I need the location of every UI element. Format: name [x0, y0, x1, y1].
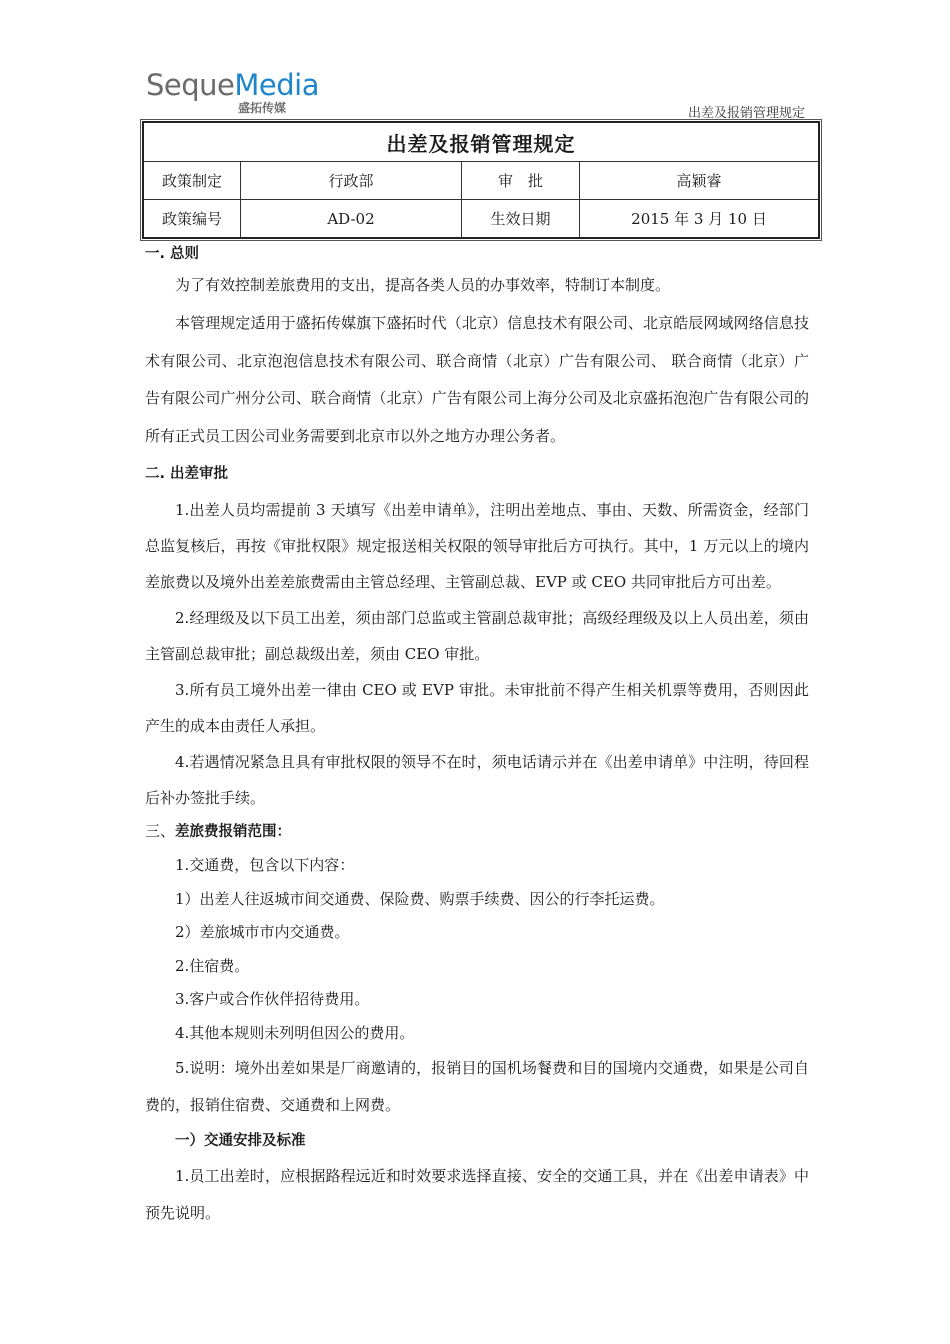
approver-value: 高颖睿: [580, 162, 820, 200]
section-3-item-1b: 2）差旅城市市内交通费。: [175, 923, 350, 941]
section-2-item-4: 4.若遇情况紧急且具有审批权限的领导不在时，须电话请示并在《出差申请单》中注明，待回程后补办签批手续。: [145, 753, 809, 807]
approver-label: 审 批: [462, 162, 580, 200]
policy-owner-label: 政策制定: [143, 162, 241, 200]
document-title: 出差及报销管理规定: [143, 122, 819, 162]
policy-owner-value: 行政部: [241, 162, 462, 200]
running-header: 出差及报销管理规定: [687, 106, 805, 121]
effective-date-value: 2015 年 3 月 10 日: [580, 200, 820, 239]
section-3-item-1a: 1）出差人往返城市间交通费、保险费、购票手续费、因公的行李托运费。: [175, 889, 665, 908]
logo-subtitle: 盛拓传媒: [238, 101, 287, 115]
policy-number-label: 政策编号: [143, 200, 241, 239]
section-2-item-1: 1.出差人员均需提前 3 天填写《出差申请单》，注明出差地点、事由、天数、所需资金，经部门总监复核后，再按《审批权限》规定报送相关权限的领导审批后方可执行。其中，1 万元以上的境内差旅费以及境外出差差旅费需由主管总经理、主管副总裁、EVP 或 CEO 共同审批后方可出差。: [145, 501, 809, 591]
document-body: [145, 243, 809, 1232]
section-3-heading: 三、差旅费报销范围：: [145, 822, 292, 840]
subsection-transport-item-1: 1.员工出差时，应根据路程远近和时效要求选择直接、安全的交通工具，并在《出差申请表》中预先说明。: [145, 1167, 809, 1222]
company-logo: [146, 70, 319, 116]
policy-info-table: [142, 121, 820, 239]
section-1-para-2: 本管理规定适用于盛拓传媒旗下盛拓时代（北京）信息技术有限公司、北京皓辰网域网络信息技术有限公司、北京泡泡信息技术有限公司、联合商情（北京）广告有限公司、 联合商情（北京）广告有限公司广州分公司、联合商情（北京）广告有限公司上海分公司及北京盛拓泡泡广告有限公司的所有正式员工因公司业务需要到北京市以外之地方办理公务者。: [145, 314, 809, 445]
section-1-para-1: 为了有效控制差旅费用的支出，提高各类人员的办事效率，特制订本制度。: [175, 276, 671, 294]
policy-number-value: AD-02: [241, 200, 462, 239]
section-2-heading: 二. 出差审批: [145, 466, 229, 482]
section-3-item-1: 1.交通费，包含以下内容：: [175, 856, 355, 874]
subsection-transport-heading: 一）交通安排及标准: [175, 1133, 306, 1149]
effective-date-label: 生效日期: [462, 200, 580, 239]
section-3-item-3: 3.客户或合作伙伴招待费用。: [175, 990, 370, 1008]
section-3-item-2: 2.住宿费。: [175, 956, 250, 975]
section-2-item-3: 3.所有员工境外出差一律由 CEO 或 EVP 审批。未审批前不得产生相关机票等费用，否则因此产生的成本由责任人承担。: [145, 681, 809, 735]
logo-wordmark: SequeMedia: [146, 68, 319, 102]
section-3-item-4: 4.其他本规则未列明但因公的费用。: [175, 1023, 415, 1042]
section-1-heading: 一. 总则: [145, 246, 200, 262]
section-2-item-2: 2.经理级及以下员工出差，须由部门总监或主管副总裁审批；高级经理级及以上人员出差，须由主管副总裁审批；副总裁级出差，须由 CEO 审批。: [145, 609, 809, 663]
section-3-item-5: 5.说明：境外出差如果是厂商邀请的，报销目的国机场餐费和目的国境内交通费，如果是公司自费的，报销住宿费、交通费和上网费。: [145, 1059, 809, 1114]
